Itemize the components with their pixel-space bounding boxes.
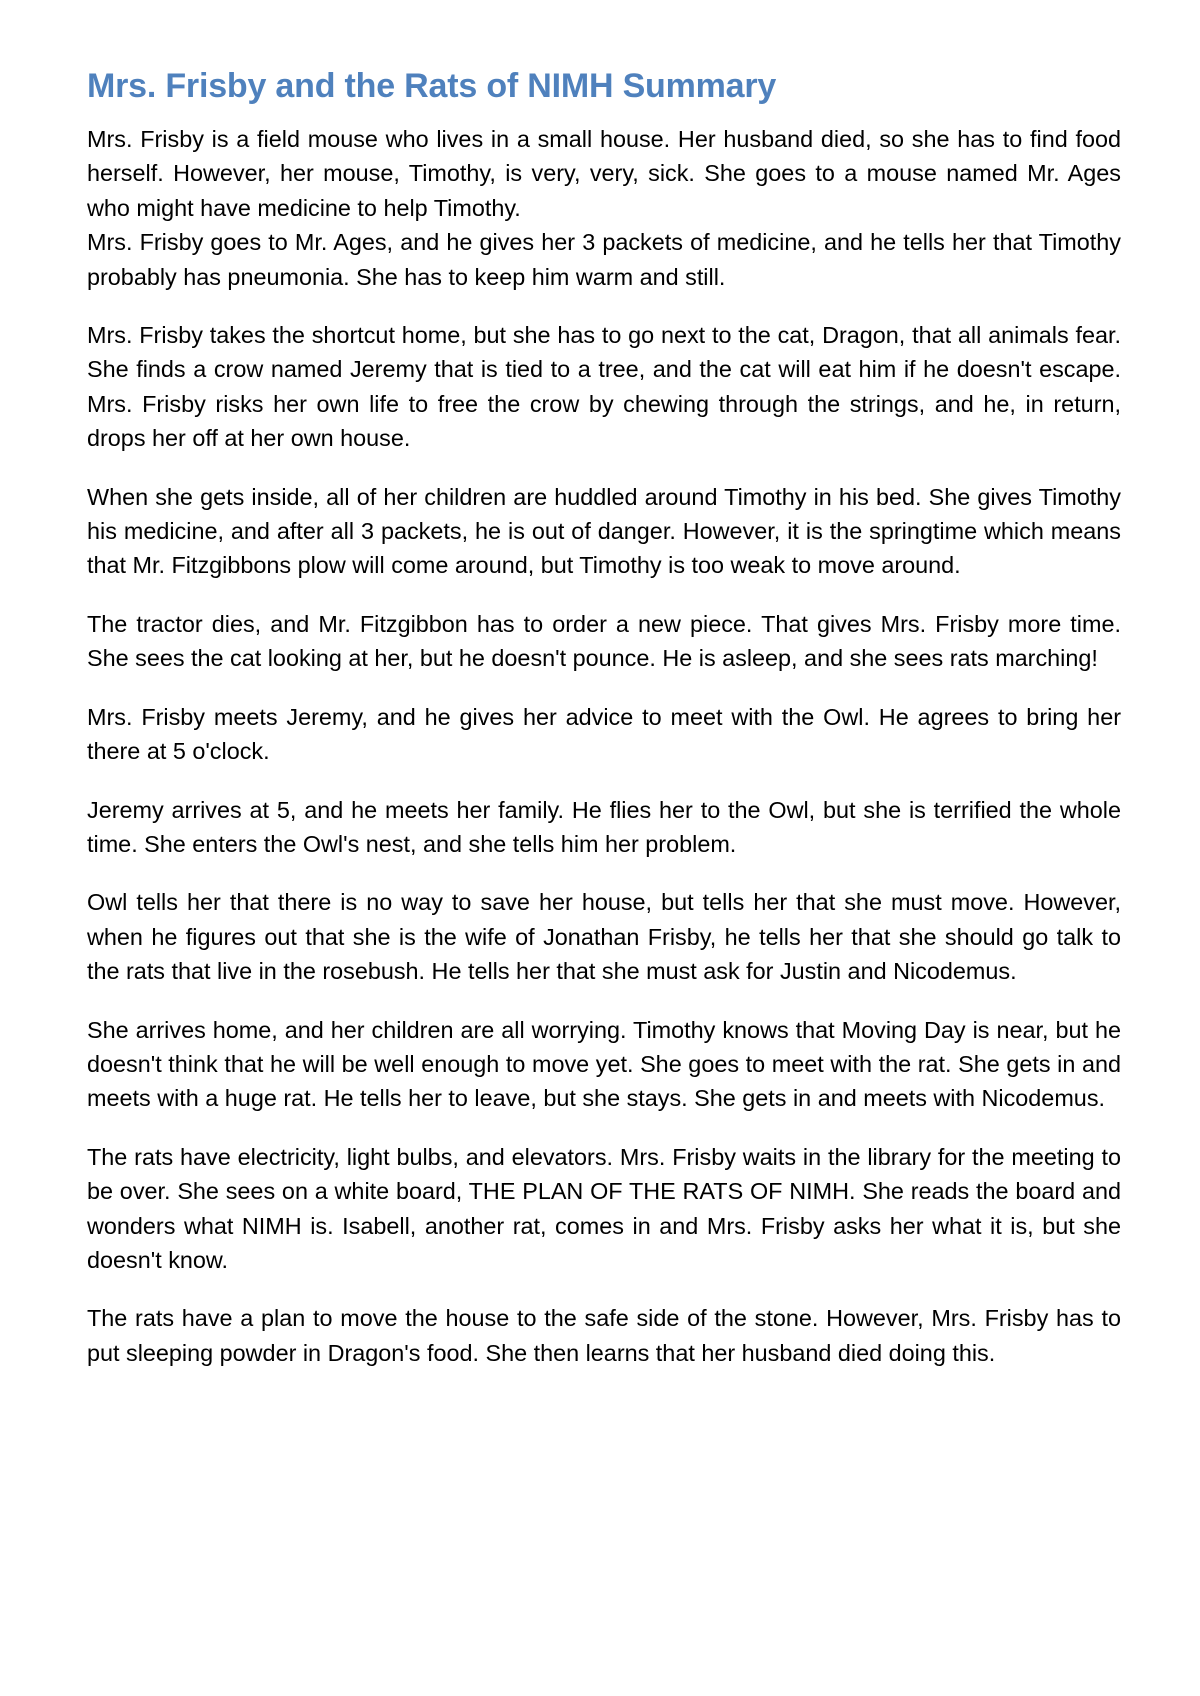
paragraph-5: The tractor dies, and Mr. Fitzgibbon has to order a new piece. That gives Mrs. Frisby more time. She sees the cat looking at her, but he doesn't pounce. He is asleep, and she sees rats marching! — [87, 610, 1121, 672]
paragraph-9: She arrives home, and her children are all worrying. Timothy knows that Moving Day is near, but he doesn't think that he will be well enough to move yet. She goes to meet with the rat. She gets in and meets with a huge rat. He tells her to leave, but she stays. She gets in and meets with Nicodemus. — [87, 1016, 1121, 1112]
paragraph-11: The rats have a plan to move the house to the safe side of the stone. However, Mrs. Frisby has to put sleeping powder in Dragon's food. She then learns that her husband died doing this. — [87, 1305, 1121, 1366]
paragraph-3: Mrs. Frisby takes the shortcut home, but she has to go next to the cat, Dragon, that all animals fear. She finds a crow named Jeremy that is tied to a tree, and the cat will eat him if he doesn't escape. Mrs. Frisby risks her own life to free the crow by chewing through the strings, and he, in return, drops her off at her own house. — [87, 322, 1121, 452]
paragraph-2: Mrs. Frisby goes to Mr. Ages, and he gives her 3 packets of medicine, and he tells her that Timothy probably has pneumonia. She has to keep him warm and still. — [87, 229, 1121, 290]
paragraph-6: Mrs. Frisby meets Jeremy, and he gives her advice to meet with the Owl. He agrees to bring her there at 5 o'clock. — [87, 703, 1121, 765]
paragraph-10: The rats have electricity, light bulbs, and elevators. Mrs. Frisby waits in the library for the meeting to be over. She sees on a white board, THE PLAN OF THE RATS OF NIMH. She reads the board and wonders what NIMH is. Isabell, another rat, comes in and Mrs. Frisby asks her what it is, but she doesn't know. — [87, 1143, 1121, 1273]
paragraph-4: When she gets inside, all of her children are huddled around Timothy in his bed. She gives Timothy his medicine, and after all 3 packets, he is out of danger. However, it is the springtime which means that Mr. Fitzgibbons plow will come around, but Timothy is too weak to move around. — [87, 483, 1121, 579]
paragraph-7: Jeremy arrives at 5, and he meets her family. He flies her to the Owl, but she is terrified the whole time. She enters the Owl's nest, and she tells him her problem. — [87, 796, 1121, 857]
paragraph-1: Mrs. Frisby is a field mouse who lives in a small house. Her husband died, so she has to find food herself. However, her mouse, Timothy, is very, very, sick. She goes to a mouse named Mr. Ages who might have medicine to help Timothy. — [87, 126, 1121, 221]
page-title: Mrs. Frisby and the Rats of NIMH Summary — [87, 67, 777, 105]
paragraph-8: Owl tells her that there is no way to save her house, but tells her that she must move. However, when he figures out that she is the wife of Jonathan Frisby, he tells her that she should go talk to the rats that live in the rosebush. He tells her that she must ask for Justin and Nicodemus. — [87, 889, 1121, 985]
